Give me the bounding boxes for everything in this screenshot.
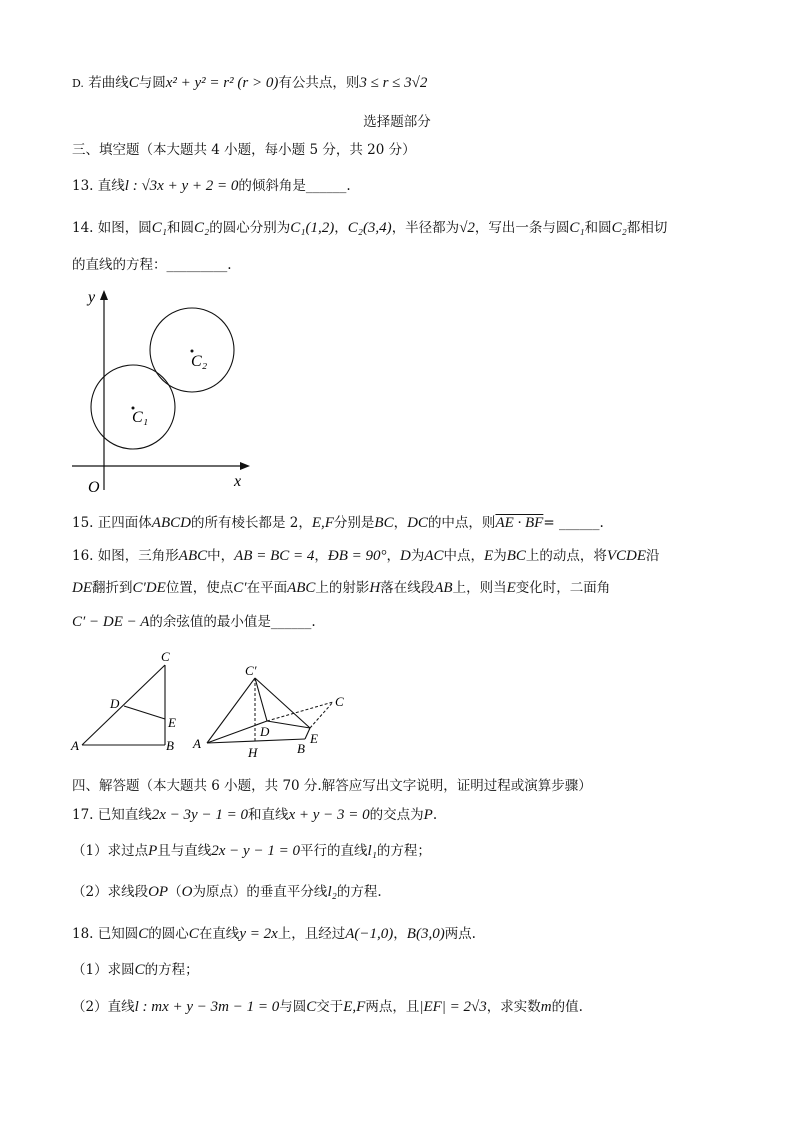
text: （	[168, 884, 182, 900]
text: 中点，	[443, 548, 485, 564]
part3-title: 三、填空题（本大题共 4 小题，每小题 5 分，共 20 分）	[72, 142, 416, 158]
math: OP	[148, 884, 169, 900]
text: 两点，且	[365, 999, 420, 1015]
label-e: E	[168, 715, 176, 730]
math: E,F	[343, 999, 366, 1015]
math: x² + y² = r² (r > 0)	[165, 75, 279, 91]
label-c1: C₁	[132, 409, 149, 426]
question-14-line2: 的直线的方程：_________.	[72, 257, 232, 273]
text: 和圆	[584, 220, 612, 236]
question-17-part1	[72, 841, 431, 861]
edge-de	[124, 706, 165, 719]
text: 的圆心	[148, 926, 189, 942]
text: 正四面体	[97, 515, 152, 531]
text: 如图，圆	[97, 220, 152, 236]
text: .	[432, 807, 438, 823]
math: 2x − 3y − 1 = 0	[151, 807, 248, 823]
edge-cpa	[207, 678, 255, 743]
text: 的余弦值的最小值是______.	[149, 614, 316, 630]
math: P	[148, 843, 158, 859]
text: ，求实数	[486, 999, 541, 1015]
question-13	[72, 176, 351, 196]
math: ABCD	[151, 515, 191, 531]
math: C	[128, 75, 139, 91]
text: 已知直线	[97, 807, 152, 823]
option-label: D.	[72, 77, 84, 90]
math: BC	[506, 548, 526, 564]
dashed-dc	[267, 702, 333, 721]
text: 上，则当	[452, 580, 507, 596]
text: 的值.	[551, 999, 583, 1015]
text: 的方程.	[336, 884, 382, 900]
text: 和圆	[167, 220, 195, 236]
label-c-2: C	[335, 694, 344, 709]
text: 沿	[646, 548, 660, 564]
math: l₁	[367, 843, 377, 859]
math: C₁	[569, 220, 585, 236]
question-number: 18.	[72, 926, 94, 942]
x-axis-arrow	[240, 462, 250, 470]
text: 都相切	[626, 220, 668, 236]
math: AB = BC = 4	[234, 548, 315, 564]
question-18	[72, 924, 476, 944]
question-18-part2	[72, 997, 583, 1017]
question-number: 16.	[72, 548, 94, 564]
label-c: C	[161, 649, 170, 664]
label-e-2: E	[310, 731, 318, 746]
q14-figure	[60, 280, 260, 500]
math: ABC	[178, 548, 208, 564]
math: O	[181, 884, 193, 900]
text: 已知圆	[97, 926, 139, 942]
text: 和直线	[247, 807, 289, 823]
text: ，半径都为	[391, 220, 460, 236]
label-b-2: B	[297, 741, 305, 756]
math: VCDE	[606, 548, 647, 564]
text: 若曲线	[88, 75, 129, 91]
text: （2）直线	[72, 999, 135, 1015]
math: C′DE	[132, 580, 166, 596]
math: C₁	[151, 220, 168, 236]
text: 翻折到	[92, 580, 133, 596]
text: ，	[393, 515, 408, 531]
question-17	[72, 805, 437, 825]
question-15	[72, 513, 604, 533]
text: 的方程；	[144, 962, 199, 978]
edge-cpe	[255, 678, 310, 728]
question-number: 15.	[72, 515, 94, 531]
math: DC	[407, 515, 428, 531]
text: 与圆	[279, 999, 307, 1015]
math: m	[540, 999, 552, 1015]
question-number: 17.	[72, 807, 94, 823]
text: 的方程；	[376, 843, 431, 859]
math: D	[400, 548, 411, 564]
label-d: D	[110, 696, 120, 711]
text: 为	[410, 548, 425, 564]
text: （2）求线段	[72, 884, 149, 900]
math: ÐB = 90°	[327, 548, 387, 564]
math: E,F	[311, 515, 334, 531]
question-14	[72, 218, 667, 238]
text: 为原点）的垂直平分线	[192, 884, 328, 900]
math: E	[484, 548, 494, 564]
math: A(−1,0)	[345, 926, 394, 942]
text: 位置，使点	[165, 580, 234, 596]
math: l₂	[327, 884, 337, 900]
math: l : mx + y − 3m − 1 = 0	[134, 999, 280, 1015]
edge-ab-2	[207, 739, 305, 743]
math: P	[423, 807, 433, 823]
text: 中，	[207, 548, 235, 564]
text: 为	[493, 548, 507, 564]
math: |EF| = 2√3	[419, 999, 487, 1015]
text: 的中点，则	[427, 515, 496, 531]
text: 落在线段	[380, 580, 435, 596]
math: C₂	[611, 220, 627, 236]
part4-title: 四、解答题（本大题共 6 小题，共 70 分.解答应写出文字说明，证明过程或演算步骤）	[72, 778, 592, 794]
math: ABC	[287, 580, 316, 596]
edge-ac	[82, 665, 165, 745]
text: ，	[314, 548, 328, 564]
label-b: B	[166, 738, 174, 753]
label-y: y	[88, 289, 96, 306]
option-d	[72, 73, 427, 94]
edge-ad-2	[207, 721, 267, 743]
label-c2: C₂	[191, 353, 208, 370]
text: 交于	[316, 999, 344, 1015]
label-origin: O	[88, 479, 100, 496]
text: （1）求圆	[72, 962, 135, 978]
text: ，	[334, 220, 348, 236]
text: ，	[393, 926, 407, 942]
question-16	[72, 546, 660, 566]
question-18-part1	[72, 960, 199, 980]
edge-cpd	[255, 678, 267, 721]
text: 直线	[97, 178, 125, 194]
text: 上的动点，将	[525, 548, 607, 564]
math: C′	[233, 580, 247, 596]
q16-figure	[65, 645, 365, 760]
label-d-2: D	[260, 724, 270, 739]
label-a: A	[71, 738, 79, 753]
label-a-2: A	[193, 736, 201, 751]
math: C	[306, 999, 317, 1015]
text: 在平面	[246, 580, 288, 596]
math: AE · BF	[495, 515, 544, 531]
question-number: 13.	[72, 178, 94, 194]
math: H	[369, 580, 381, 596]
text: 分别是	[333, 515, 375, 531]
math: E	[506, 580, 516, 596]
math: y = 2x	[239, 926, 278, 942]
math: 3 ≤ r ≤ 3√2	[359, 75, 428, 91]
text: 且与直线	[157, 843, 212, 859]
math: B(3,0)	[406, 926, 445, 942]
text: 有公共点，则	[278, 75, 360, 91]
text: （1）求过点	[72, 843, 149, 859]
math: BC	[374, 515, 394, 531]
math: C	[134, 962, 145, 978]
math: l : √3x + y + 2 = 0	[124, 178, 239, 194]
math: C′ − DE − A	[72, 614, 150, 630]
math: C₁(1,2)	[290, 220, 335, 236]
math: DE	[72, 580, 92, 596]
text: 平行的直线	[299, 843, 368, 859]
section-heading: 选择题部分	[363, 114, 431, 130]
text: 的所有棱长都是 2，	[190, 515, 312, 531]
question-16-line2	[72, 578, 610, 598]
text: 的圆心分别为	[209, 220, 291, 236]
text: 在直线	[198, 926, 240, 942]
text: 变化时，二面角	[515, 580, 611, 596]
math: C₂	[194, 220, 210, 236]
math: AB	[434, 580, 453, 596]
question-17-part2	[72, 882, 382, 902]
text: 两点.	[444, 926, 476, 942]
text: = ______.	[543, 515, 604, 531]
y-axis-arrow	[100, 290, 108, 300]
text: 如图，三角形	[97, 548, 179, 564]
math: C	[138, 926, 149, 942]
math: C₂(3,4)	[347, 220, 392, 236]
label-h: H	[248, 745, 258, 760]
label-c-prime: C′	[245, 663, 257, 678]
label-x: x	[234, 473, 242, 490]
text: 的倾斜角是______.	[238, 178, 351, 194]
math: √2	[459, 220, 475, 236]
question-number: 14.	[72, 220, 94, 236]
text: ，	[386, 548, 400, 564]
math: x + y − 3 = 0	[288, 807, 370, 823]
text: 上，且经过	[277, 926, 346, 942]
question-16-line3	[72, 612, 316, 632]
text: 上的射影	[315, 580, 370, 596]
math: C	[188, 926, 199, 942]
math: AC	[424, 548, 444, 564]
dashed-ec	[310, 702, 333, 728]
text: 的交点为	[369, 807, 424, 823]
math: 2x − y − 1 = 0	[211, 843, 300, 859]
text: ，写出一条与圆	[474, 220, 570, 236]
text: 与圆	[138, 75, 166, 91]
